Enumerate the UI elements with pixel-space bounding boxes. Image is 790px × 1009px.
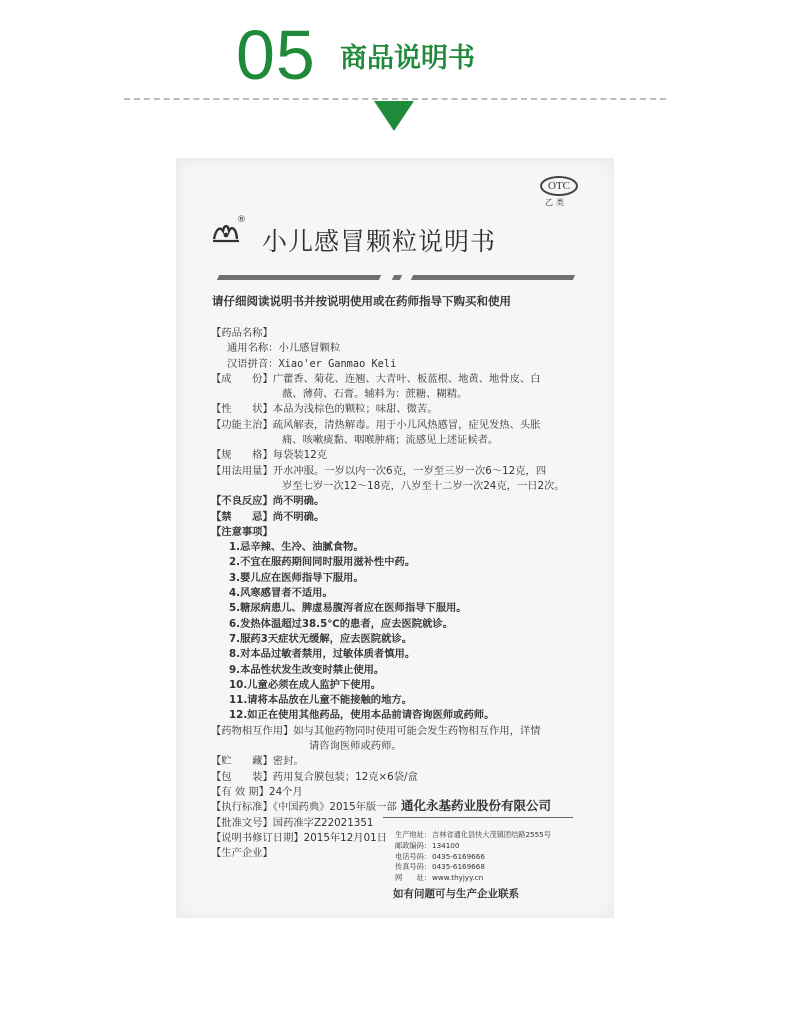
leaflet-body: [211, 326, 603, 861]
document-title: 小儿感冒颗粒说明书: [262, 227, 497, 256]
address-label: 生产地址：: [395, 830, 431, 839]
pinyin-row: [211, 357, 603, 372]
package-row: [211, 770, 603, 785]
storage-row: [211, 754, 603, 769]
storage-label: 【贮 藏】: [211, 755, 273, 768]
validity-label: 【有 效 期】: [211, 785, 270, 798]
interaction-row-2: 请咨询医师或药师。: [309, 740, 402, 753]
fax-row: [395, 862, 551, 873]
properties-label: 【性 状】: [211, 403, 273, 416]
company-logo-icon: [212, 221, 240, 243]
ingredients-row-2: 薇、薄荷、石膏。辅料为：蔗糖、糊精。: [282, 388, 468, 401]
pinyin-value: Xiao'er Ganmao Keli: [278, 357, 397, 370]
pinyin-label: 汉语拼音：: [227, 357, 279, 370]
standard-value: 《中国药典》2015年版一部: [272, 801, 397, 814]
manufacturer-label: 【生产企业】: [211, 847, 273, 860]
postcode-row: [395, 841, 551, 852]
package-value: 药用复合膜包装；12克×6袋/盒: [272, 770, 418, 783]
ingredients-value: 广藿香、菊花、连翘、大青叶、板蓝根、地黄、地骨皮、白: [272, 372, 541, 385]
phone-value: 0435-6169666: [432, 851, 485, 861]
contra-label: 【禁 忌】: [211, 510, 273, 523]
contra-row: [211, 510, 603, 525]
precaution-item: 8.对本品过敏者禁用，过敏体质者慎用。: [229, 648, 416, 661]
precautions-label: 【注意事项】: [211, 525, 273, 538]
otc-class-label: 乙类: [545, 198, 567, 207]
revision-value: 2015年12月01日: [303, 831, 387, 844]
postcode-label: 邮政编码：: [395, 840, 431, 850]
manufacturer-divider: [383, 817, 573, 818]
standard-label: 【执行标准】: [211, 801, 273, 814]
registered-mark: ®: [237, 215, 246, 225]
properties-row: [211, 402, 603, 417]
contact-block: [395, 830, 551, 884]
title-bar-right: [411, 275, 575, 280]
down-arrow-icon: [374, 101, 414, 131]
indications-value: 疏风解表，清热解毒。用于小儿风热感冒，症见发热、头胀: [272, 418, 541, 431]
fax-value: 0435-6169668: [432, 862, 485, 872]
dosage-label: 【用法用量】: [211, 464, 273, 477]
properties-value: 本品为浅棕色的颗粒；味甜、微苦。: [272, 403, 438, 416]
precaution-item: 7.服药3天症状无缓解，应去医院就诊。: [229, 632, 412, 645]
precaution-item: 10.儿童必须在成人监护下使用。: [229, 678, 382, 691]
website-row: [395, 873, 551, 884]
precaution-item: 4.风寒感冒者不适用。: [229, 587, 333, 600]
dosage-row: [211, 464, 603, 479]
address-row: [395, 830, 551, 841]
website-label: 网 址：: [395, 873, 431, 883]
website-value: www.thyjyy.cn: [432, 873, 484, 883]
ingredients-row: [211, 372, 603, 387]
contra-value: 尚不明确。: [272, 510, 325, 523]
otc-badge: OTC: [540, 176, 578, 196]
precaution-item: 2.不宜在服药期间同时服用滋补性中药。: [229, 556, 416, 569]
section-number: 05: [236, 16, 316, 94]
dashed-divider: [124, 98, 666, 100]
storage-value: 密封。: [272, 755, 304, 768]
precaution-item: 9.本品性状发生改变时禁止使用。: [229, 663, 385, 676]
precaution-item: 6.发热体温超过38.5℃的患者，应去医院就诊。: [229, 617, 453, 630]
adverse-value: 尚不明确。: [272, 495, 325, 508]
title-bar-left: [217, 275, 381, 280]
phone-row: [395, 852, 551, 863]
section-title: 商品说明书: [340, 43, 475, 74]
generic-name-row: [211, 341, 603, 356]
dosage-row-2: 岁至七岁一次12～18克，八岁至十二岁一次24克，一日2次。: [282, 479, 565, 492]
generic-name-label: 通用名称：: [227, 342, 279, 355]
precaution-item: 12.如正在使用其他药品，使用本品前请咨询医师或药师。: [229, 709, 495, 722]
precaution-item: 1.忌辛辣、生冷、油腻食物。: [229, 541, 364, 554]
address-value: 吉林省通化县快大茂镇团结路2555号: [432, 830, 551, 839]
fax-label: 传真号码：: [395, 862, 431, 872]
approval-label: 【批准文号】: [211, 816, 273, 829]
dosage-value: 开水冲服。一岁以内一次6克，一岁至三岁一次6～12克，四: [272, 464, 547, 477]
postcode-value: 134100: [432, 840, 460, 850]
generic-name-value: 小儿感冒颗粒: [278, 342, 341, 355]
precaution-item: 3.婴儿应在医师指导下服用。: [229, 571, 364, 584]
validity-value: 24个月: [269, 785, 303, 798]
ingredients-label: 【成 份】: [211, 372, 273, 385]
revision-label: 【说明书修订日期】: [211, 831, 304, 844]
phone-label: 电话号码：: [395, 851, 431, 861]
adverse-label: 【不良反应】: [211, 495, 273, 508]
approval-value: 国药准字Z22021351: [272, 816, 374, 829]
manufacturer-name: 通化永基药业股份有限公司: [401, 798, 552, 813]
precaution-item: 5.糖尿病患儿、脾虚易腹泻者应在医师指导下服用。: [229, 602, 467, 615]
indications-row: [211, 418, 603, 433]
indications-label: 【功能主治】: [211, 418, 273, 431]
spec-value: 每袋装12克: [272, 449, 328, 462]
adverse-row: [211, 494, 603, 509]
interaction-row: [211, 724, 603, 739]
package-label: 【包 装】: [211, 770, 273, 783]
interaction-label: 【药物相互作用】: [211, 724, 294, 737]
precaution-item: 11.请将本品放在儿童不能接触的地方。: [229, 694, 412, 707]
spec-row: [211, 448, 603, 463]
spec-label: 【规 格】: [211, 449, 273, 462]
interaction-value: 如与其他药物同时使用可能会发生药物相互作用，详情: [293, 724, 541, 737]
drug-name-label: 【药品名称】: [211, 327, 273, 339]
usage-warning: 请仔细阅读说明书并按说明使用或在药师指导下购买和使用: [212, 294, 511, 308]
contact-note: 如有问题可与生产企业联系: [393, 888, 519, 900]
indications-row-2: 痛、咳嗽痰黏、咽喉肿痛；流感见上述证候者。: [282, 434, 499, 447]
